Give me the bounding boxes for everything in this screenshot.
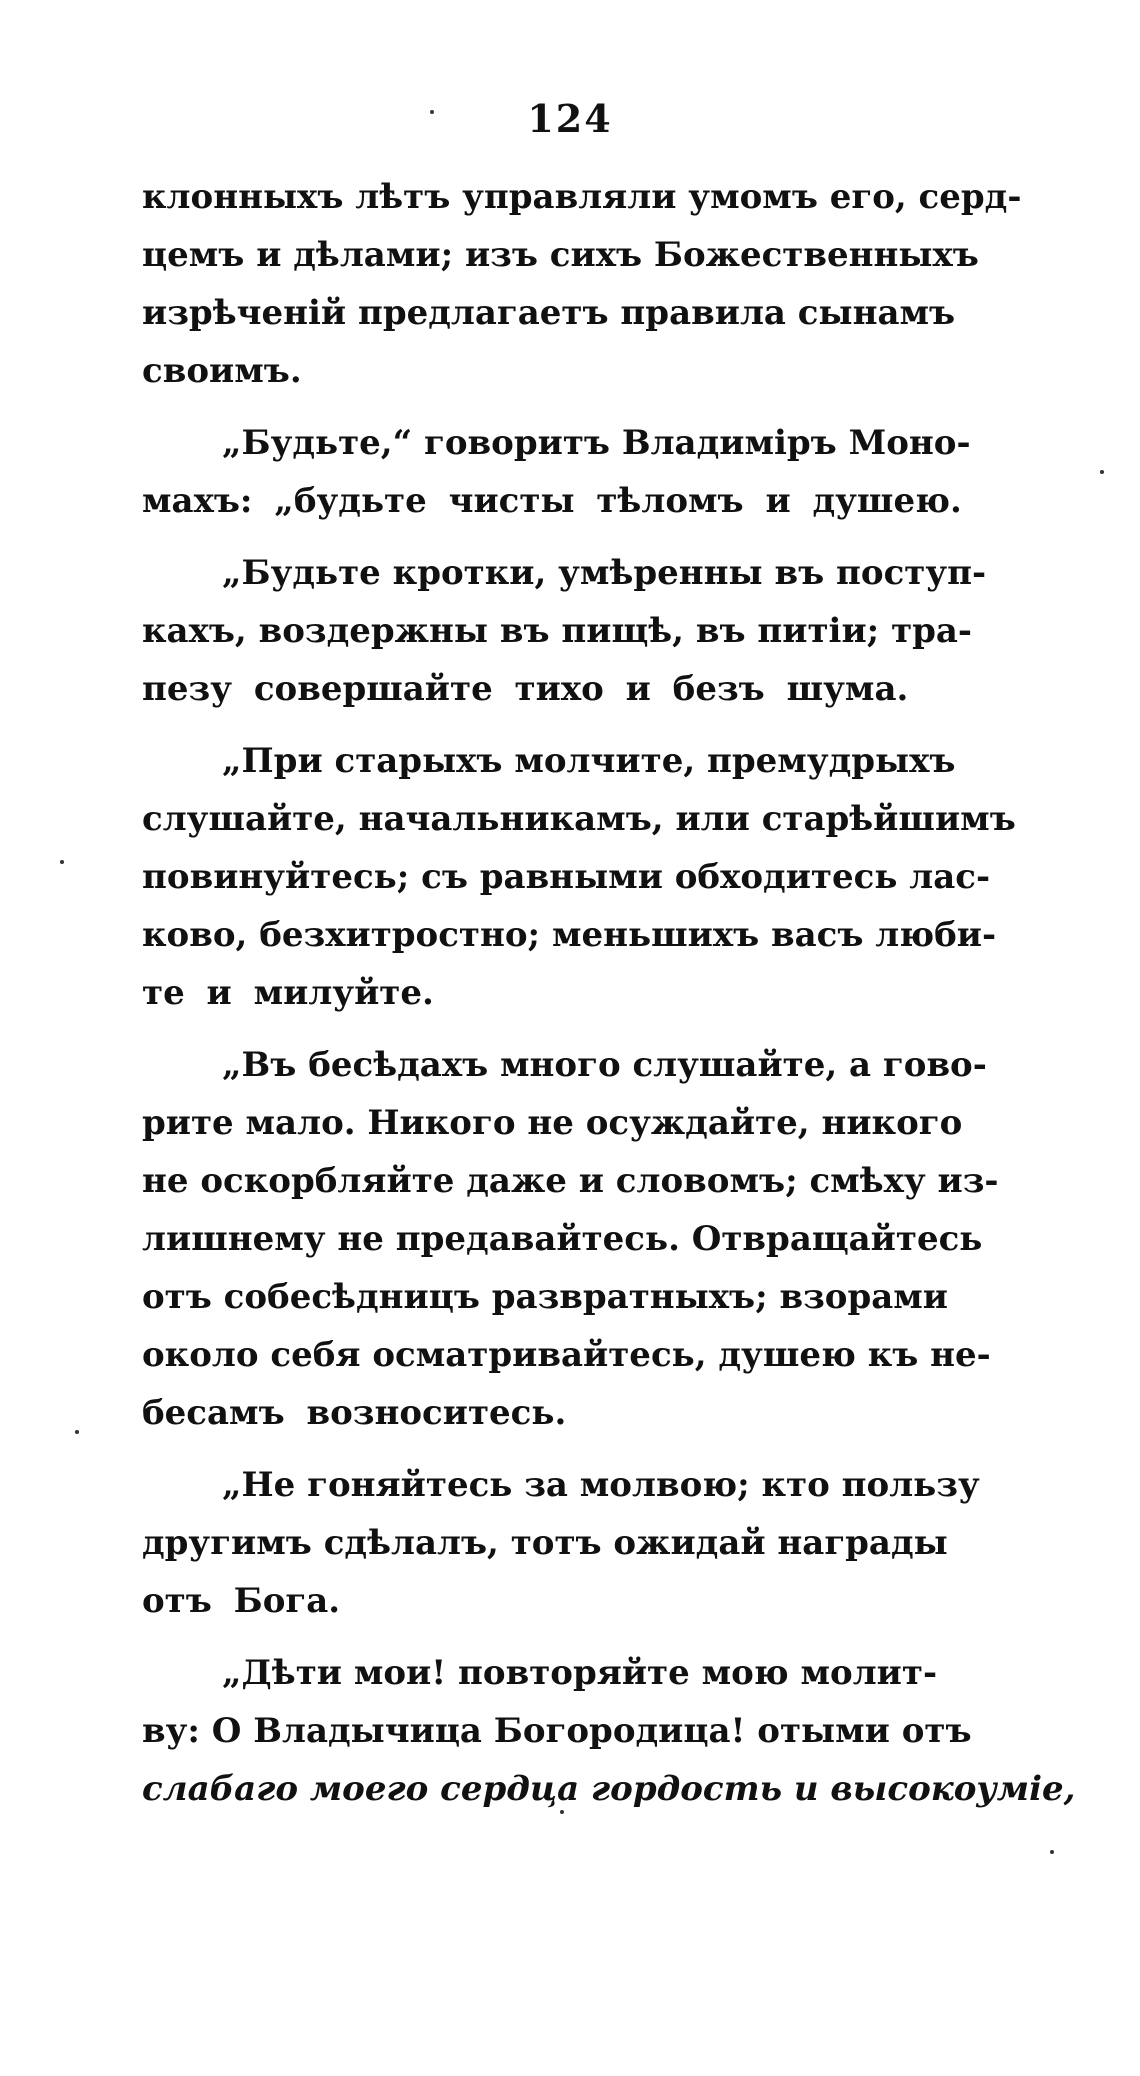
paragraph — [142, 544, 1090, 718]
scan-speck — [1050, 1850, 1054, 1854]
text-line: кахъ, воздержны въ пищѣ, въ питіи; тра- — [142, 611, 973, 651]
paragraph — [142, 168, 1090, 400]
scan-speck — [75, 1430, 79, 1434]
text-line: своимъ. — [142, 351, 302, 391]
scan-speck — [430, 110, 434, 114]
text-line: отъ собесѣдницъ развратныхъ; взорами — [142, 1277, 949, 1317]
text-line: отъ Бога. — [142, 1581, 341, 1621]
scan-speck — [560, 1810, 564, 1814]
text-line: цемъ и дѣлами; изъ сихъ Божественныхъ — [142, 235, 979, 275]
page-number: 124 — [527, 96, 613, 141]
paragraph — [142, 732, 1090, 1022]
text-line: махъ: „будьте чисты тѣломъ и душею. — [142, 481, 962, 521]
text-line: повинуйтесь; съ равными обходитесь лас- — [142, 857, 991, 897]
body-text — [142, 168, 1090, 1818]
paragraph — [142, 1456, 1090, 1630]
text-line: „Будьте кротки, умѣренны въ поступ- — [222, 553, 987, 593]
text-line: клонныхъ лѣтъ управляли умомъ его, серд- — [142, 177, 1022, 217]
paragraph — [142, 414, 1090, 530]
text-line: ково, безхитростно; меньшихъ васъ люби- — [142, 915, 997, 955]
text-line: изрѣченій предлагаетъ правила сынамъ — [142, 293, 956, 333]
text-line: лишнему не предавайтесь. Отвращайтесь — [142, 1219, 983, 1259]
paragraph — [142, 1036, 1090, 1442]
text-line: бесамъ возноситесь. — [142, 1393, 567, 1433]
scan-speck — [1100, 470, 1104, 474]
text-line: другимъ сдѣлалъ, тотъ ожидай награды — [142, 1523, 948, 1563]
text-line: не оскорбляйте даже и словомъ; смѣху из- — [142, 1161, 999, 1201]
text-line: „При старыхъ молчите, премудрыхъ — [222, 741, 956, 781]
text-line: ву: О Владычица Богородица! отыми отъ — [142, 1711, 972, 1751]
text-line: рите мало. Никого не осуждайте, никого — [142, 1103, 963, 1143]
text-line: „Будьте,“ говоритъ Владиміръ Моно- — [222, 423, 971, 463]
text-line: слушайте, начальникамъ, или старѣйшимъ — [142, 799, 1016, 839]
text-line: слабаго моего сердца гордость и высокоуміе, — [142, 1769, 1076, 1809]
scan-speck — [60, 860, 64, 864]
text-line: пезу совершайте тихо и безъ шума. — [142, 669, 909, 709]
text-line: те и милуйте. — [142, 973, 434, 1013]
text-line: „Не гоняйтесь за молвою; кто пользу — [222, 1465, 980, 1505]
text-line: „Дѣти мои! повторяйте мою молит- — [222, 1653, 938, 1693]
text-line: „Въ бесѣдахъ много слушайте, а гово- — [222, 1045, 987, 1085]
text-line: около себя осматривайтесь, душею къ не- — [142, 1335, 991, 1375]
paragraph — [142, 1644, 1090, 1818]
